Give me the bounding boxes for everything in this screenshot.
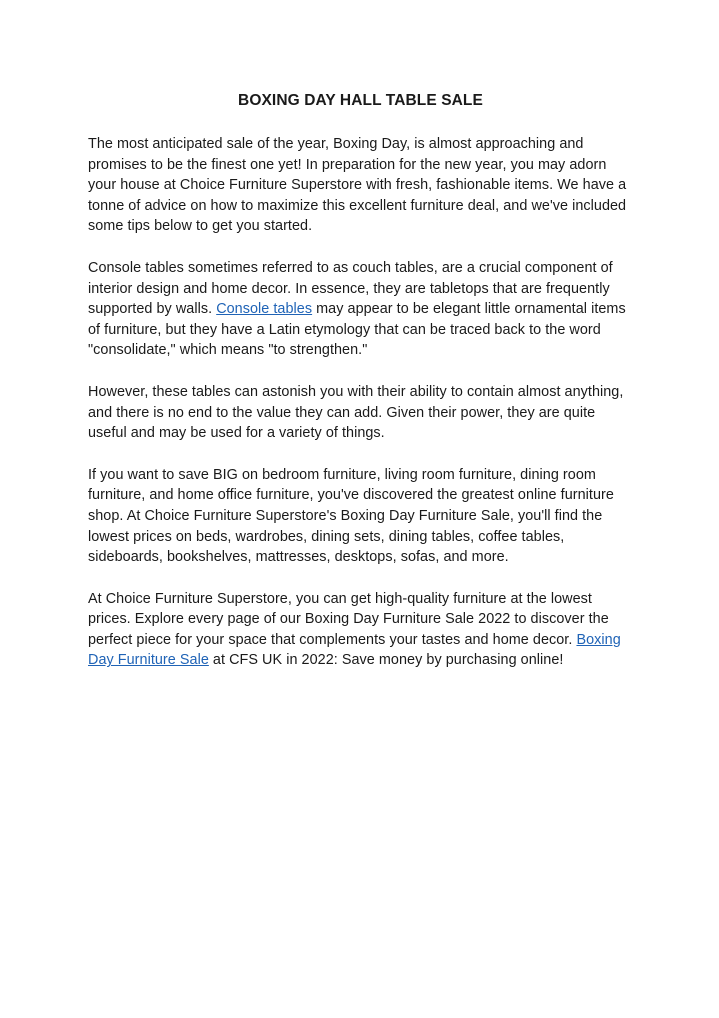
paragraph-text: at CFS UK in 2022: Save money by purchasing online! [208,652,564,669]
paragraph-intro: The most anticipated sale of the year, Boxing Day, is almost approaching and promises to be the finest one yet! In preparation for the new year, you may adorn your house at Choice Furniture Superstore with fresh, fashionable items. We have a tonne of advice on how to maximize this excellent furniture deal, and we've included some tips below to get you started. [88,136,627,235]
document-title: BOXING DAY HALL TABLE SALE [238,92,483,109]
paragraph-text: At Choice Furniture Superstore, you can get high-quality furniture at the lowest prices. Explore every page of our Boxing Day Furniture Sale 2022 to discover the perfect piece for your space that complements your tastes and home decor. [88,590,609,648]
console-tables-link[interactable]: Console tables [216,301,313,318]
boxing-day-sale-link[interactable]: Boxing Day Furniture Sale [88,631,621,669]
paragraph-closing [88,589,633,671]
paragraph-text: may appear to be elegant little ornamental items of furniture, but they have a Latin etymology that can be traced back to the word "consolidate," which means "to strengthen." [88,301,626,359]
paragraph-usefulness: However, these tables can astonish you with their ability to contain almost anything, and there is no end to the value they can add. Given their power, they are quite useful and may be used for a variety of things. [88,383,624,442]
paragraph-text: Console tables sometimes referred to as couch tables, are a crucial component of interior design and home decor. In essence, they are tabletops that are frequently supported by walls. [88,259,613,318]
paragraph-save-big: If you want to save BIG on bedroom furniture, living room furniture, dining room furniture, and home office furniture, you've discovered the greatest online furniture shop. At Choice Furniture Superstore's Boxing Day Furniture Sale, you'll find the lowest prices on beds, wardrobes, dining sets, dining tables, coffee tables, sideboards, bookshelves, mattresses, desktops, sofas, and more. [88,466,614,566]
paragraph-console-tables [88,258,633,361]
